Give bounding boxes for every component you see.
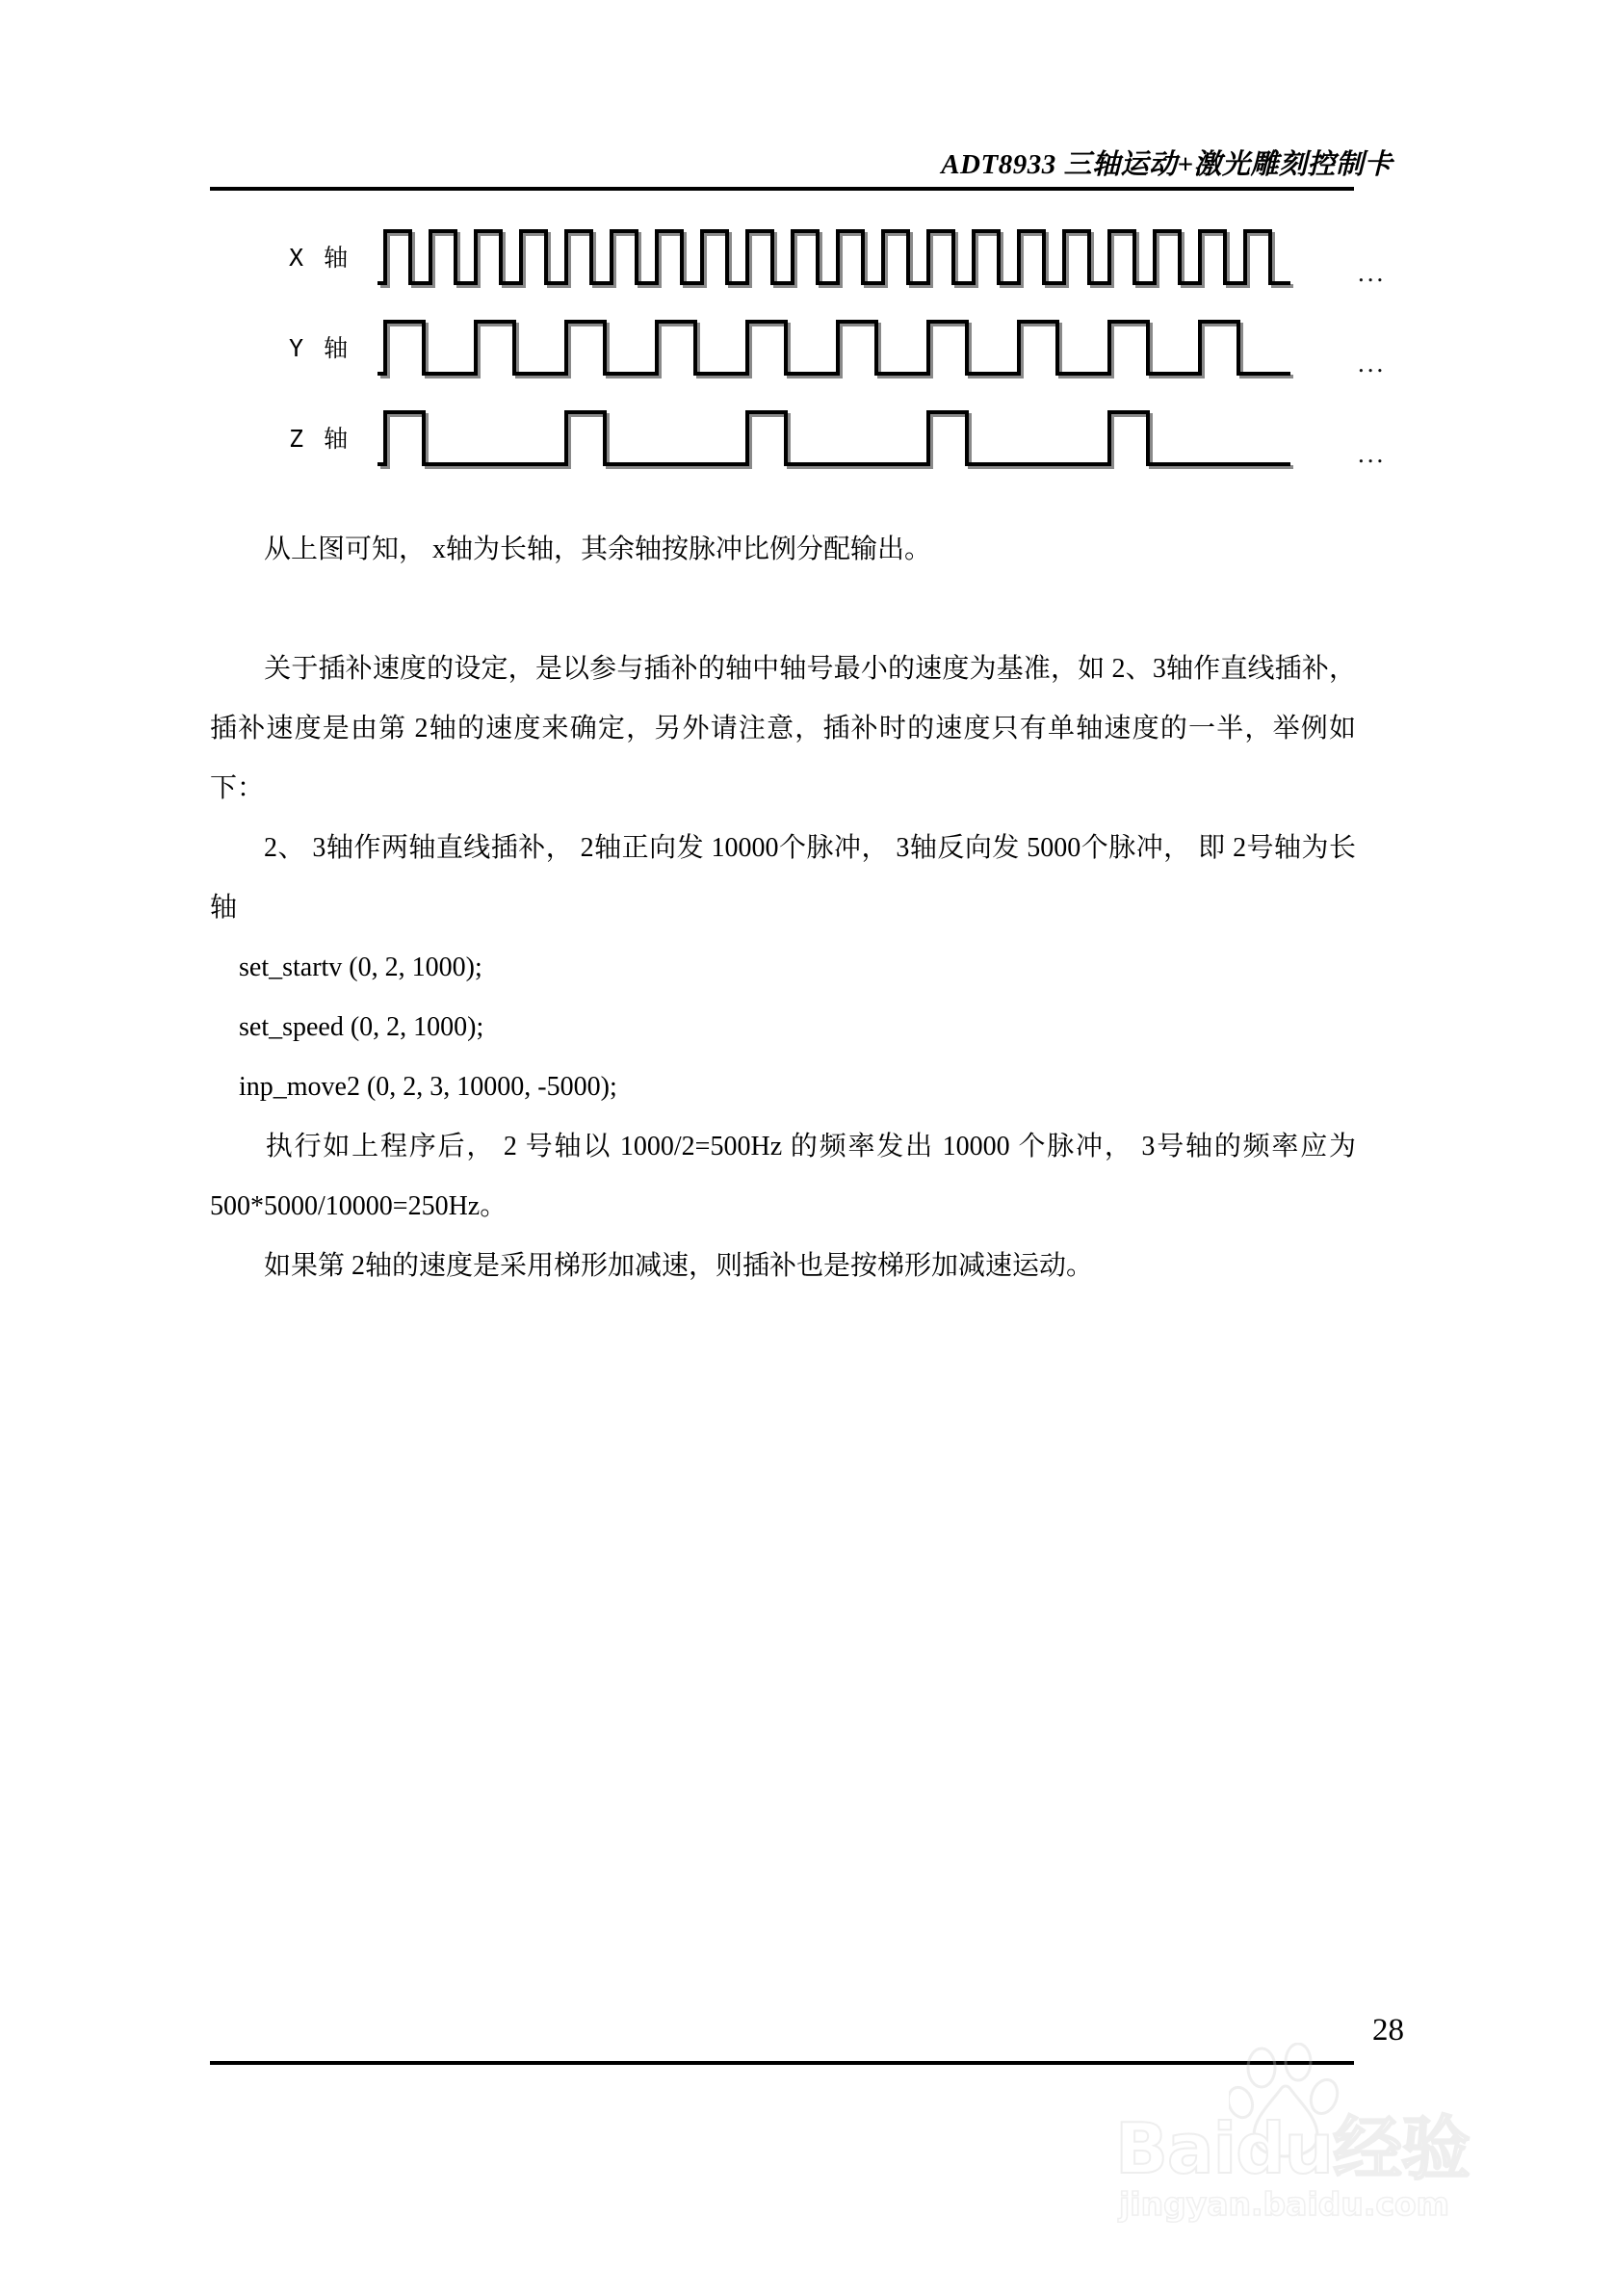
code-line-set-speed-text: set_speed (0, 2, 1000);: [239, 1012, 484, 1042]
waveform-continuation-dots-x: ...: [1358, 258, 1387, 287]
footer-divider: [210, 2061, 1354, 2065]
code-line-set-startv-text: set_startv (0, 2, 1000);: [239, 952, 482, 982]
watermark-brand: Baidu经验: [1115, 2108, 1470, 2189]
waveform-row-z: [289, 395, 1435, 476]
paragraph-conclusion-text: 从上图可知， x轴为长轴，其余轴按脉冲比例分配输出。: [264, 535, 932, 564]
waveform-row-y: [289, 304, 1435, 385]
paragraph-interp-speed-text: 关于插补速度的设定，是以参与插补的轴中轴号最小的速度为基准，如 2、3轴作直线插补，插补速度是由第 2轴的速度来确定，另外请注意，插补时的速度只有单轴速度的一半，举例如下：: [210, 654, 1356, 803]
waveform-label-y: Y 轴: [289, 334, 351, 362]
code-line-inp-move2: [210, 1057, 1356, 1117]
paragraph-example-setup: [210, 819, 1356, 938]
paragraph-result: [210, 1117, 1356, 1237]
paragraph-example-setup-text: 2、 3轴作两轴直线插补， 2轴正向发 10000个脉冲， 3轴反向发 5000个脉冲， 即 2号轴为长轴: [210, 833, 1356, 923]
header-divider: [210, 187, 1354, 191]
document-body: [210, 520, 1356, 1296]
waveform-row-x: [289, 214, 1435, 295]
paragraph-trapezoid-note-text: 如果第 2轴的速度是采用梯形加减速，则插补也是按梯形加减速运动。: [264, 1251, 1094, 1281]
baidu-jingyan-watermark: [1115, 2008, 1529, 2249]
pulse-waveform-figure: [289, 214, 1435, 479]
code-line-set-startv: [210, 938, 1356, 998]
paragraph-interp-speed: [210, 639, 1356, 819]
waveform-trace-x: [377, 214, 1346, 295]
waveform-label-z: Z 轴: [289, 425, 351, 453]
waveform-trace-y: [377, 304, 1346, 385]
paragraph-result-text: 执行如上程序后， 2 号轴以 1000/2=500Hz 的频率发出 10000 个脉冲， 3号轴的频率应为 500*5000/10000=250Hz。: [210, 1132, 1356, 1221]
page-header-title: ADT8933 三轴运动+激光雕刻控制卡: [941, 149, 1393, 180]
page-number: 28: [1372, 2013, 1404, 2048]
waveform-continuation-dots-z: ...: [1358, 439, 1387, 468]
paragraph-trapezoid-note: [210, 1237, 1356, 1296]
code-line-inp-move2-text: inp_move2 (0, 2, 3, 10000, -5000);: [239, 1072, 617, 1102]
paragraph-conclusion: [210, 520, 1356, 580]
code-line-set-speed: [210, 998, 1356, 1057]
watermark-url: jingyan.baidu.com: [1119, 2185, 1450, 2223]
waveform-trace-z: [377, 395, 1346, 476]
waveform-continuation-dots-y: ...: [1358, 349, 1387, 378]
paragraph-spacer: [210, 580, 1356, 639]
waveform-label-x: X 轴: [289, 244, 351, 272]
